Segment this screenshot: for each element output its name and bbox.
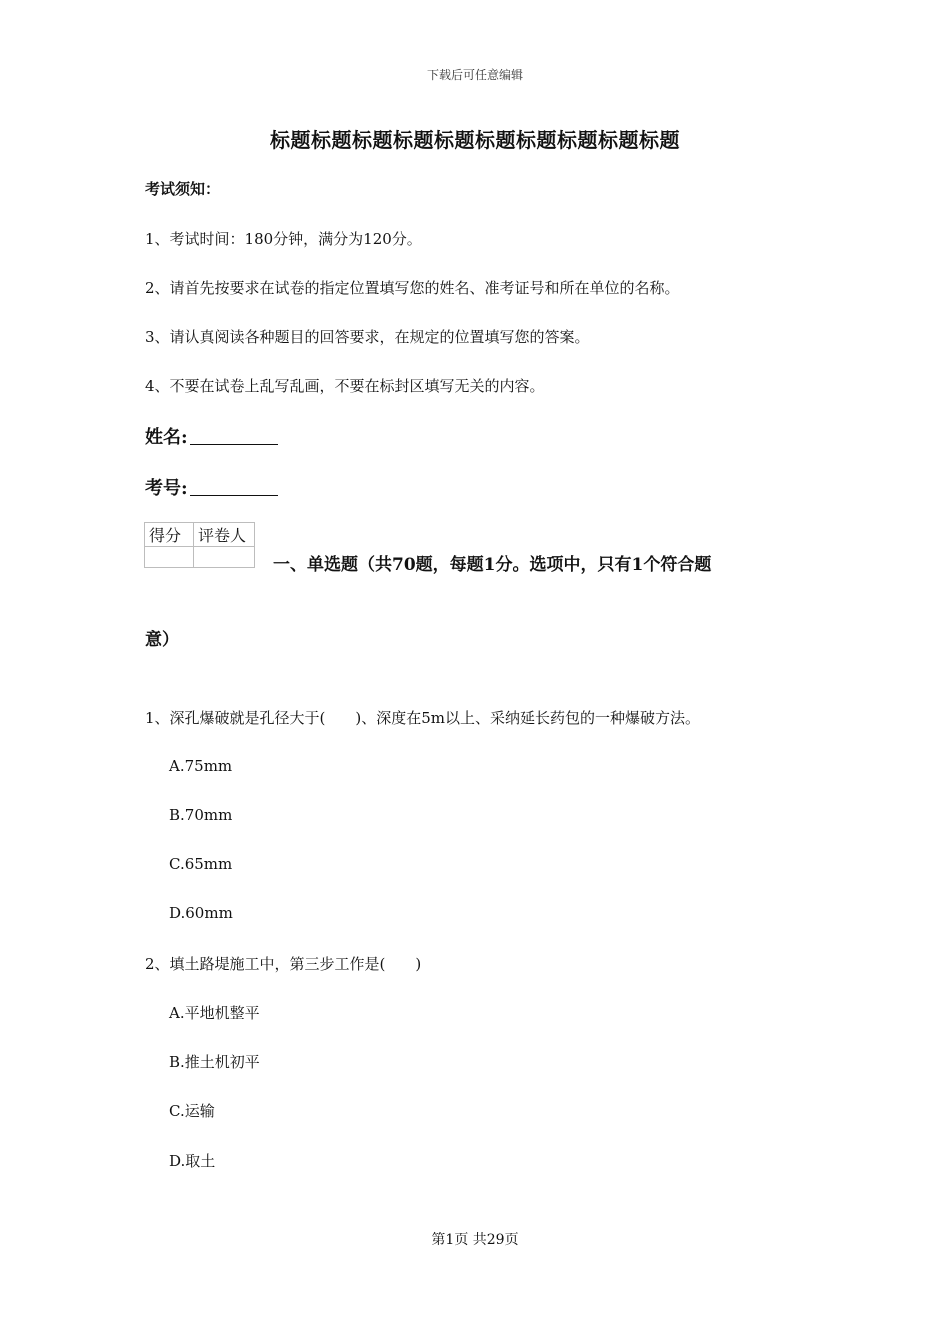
exam-number-blank-line[interactable] (190, 494, 278, 496)
score-header: 得分 (145, 523, 194, 547)
grader-header: 评卷人 (194, 523, 255, 547)
option-d: D.取土 (169, 1152, 216, 1170)
notice-item: 3、请认真阅读各种题目的回答要求，在规定的位置填写您的答案。 (145, 328, 590, 346)
document-title: 标题标题标题标题标题标题标题标题标题标题 (270, 128, 680, 152)
option-b: B.70mm (169, 806, 233, 824)
score-table (144, 522, 255, 568)
page-footer: 第1页 共29页 (431, 1232, 519, 1248)
section-title-continued: 意） (145, 630, 179, 650)
option-d: D.60mm (169, 904, 233, 922)
header-note: 下载后可任意编辑 (426, 68, 523, 82)
question-text: 1、深孔爆破就是孔径大于( )、深度在5m以上、采纳延长药包的一种爆破方法。 (145, 709, 701, 727)
name-field (145, 423, 278, 449)
notice-heading: 考试须知： (145, 180, 221, 198)
grader-cell[interactable] (194, 547, 255, 568)
score-table-header-row (145, 523, 255, 547)
exam-number-field (145, 474, 278, 500)
score-cell[interactable] (145, 547, 194, 568)
notice-item: 1、考试时间：180分钟，满分为120分。 (145, 230, 422, 248)
score-table-blank-row (145, 547, 255, 568)
option-b: B.推土机初平 (169, 1053, 260, 1071)
option-c: C.运输 (169, 1102, 215, 1120)
exam-number-label: 考号: (145, 478, 188, 499)
option-c: C.65mm (169, 855, 233, 873)
notice-item: 4、不要在试卷上乱写乱画，不要在标封区填写无关的内容。 (145, 377, 545, 395)
section-title: 一、单选题（共70题，每题1分。选项中，只有1个符合题 (273, 555, 712, 575)
name-blank-line[interactable] (190, 443, 278, 445)
name-label: 姓名: (145, 427, 188, 448)
notice-item: 2、请首先按要求在试卷的指定位置填写您的姓名、准考证号和所在单位的名称。 (145, 279, 680, 297)
option-a: A.平地机整平 (169, 1004, 260, 1022)
option-a: A.75mm (169, 757, 233, 775)
question-text: 2、填土路堤施工中，第三步工作是( ) (145, 955, 422, 973)
